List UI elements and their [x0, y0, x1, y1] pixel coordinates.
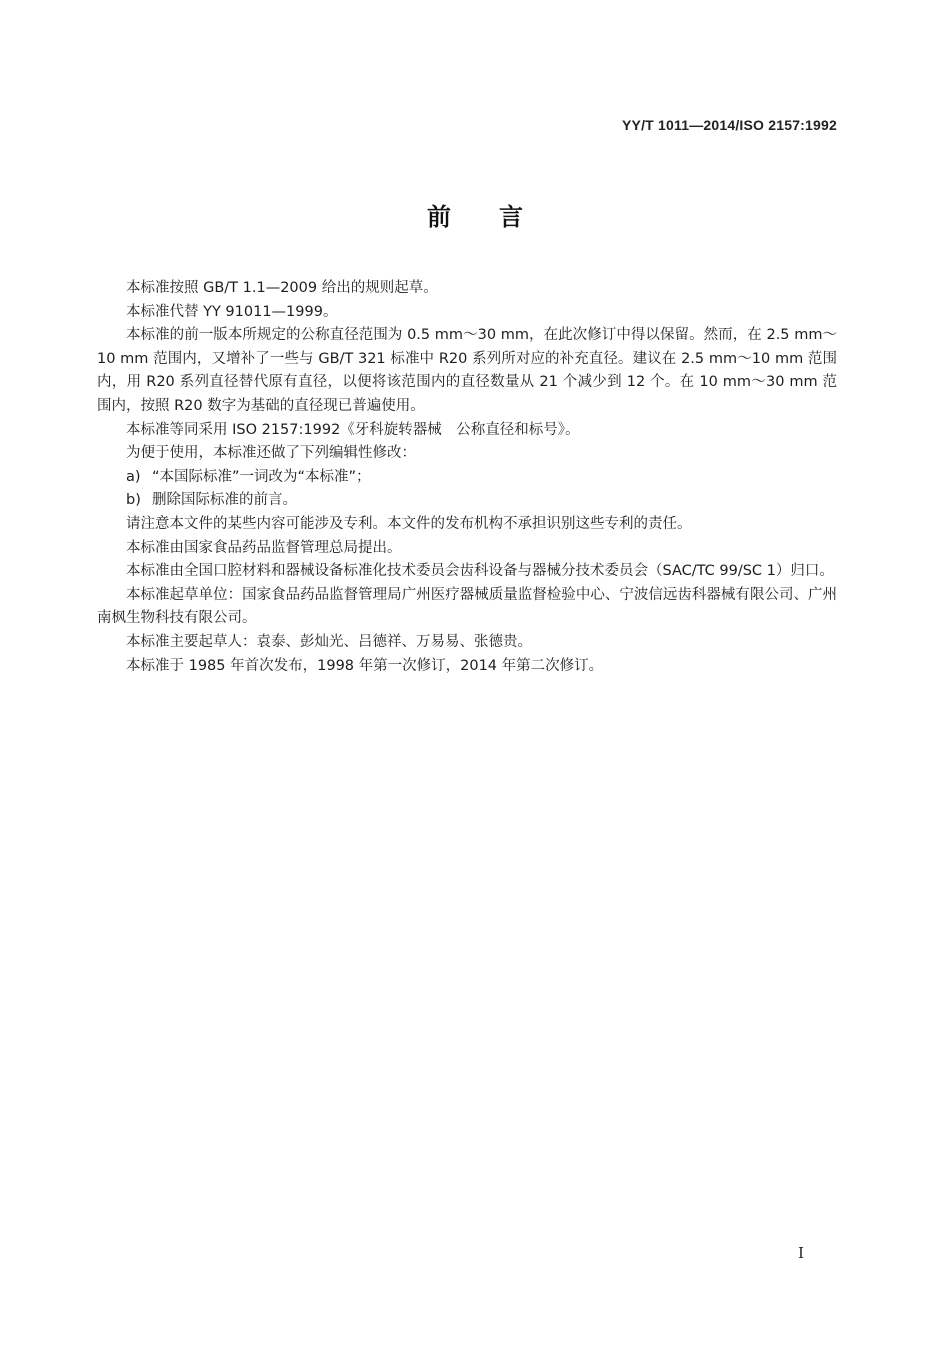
paragraph-drafters: 本标准主要起草人：袁泰、彭灿光、吕德祥、万易易、张德贵。 [126, 633, 532, 650]
list-marker: a) [126, 468, 141, 485]
list-item [97, 466, 837, 490]
list-item-text: “本国际标准”一词改为“本标准”； [152, 468, 371, 485]
paragraph-diameter-range: 本标准的前一版本所规定的公称直径范围为 0.5 mm～30 mm，在此次修订中得以保留。然而，在 2.5 mm～10 mm 范围内，又增补了一些与 GB/T 321 标准中 R20 系列所对应的补充直径。建议在 2.5 mm～10 mm 范围内，用 R20 系列直径替代原有直径，以便将该范围内的直径数量从 21 个减少到 12 个。在 10 mm～30 mm 范围内，按照 R20 数字为基础的直径现已普遍使用。 [97, 327, 837, 414]
paragraph-history: 本标准于 1985 年首次发布，1998 年第一次修订，2014 年第二次修订。 [126, 657, 604, 674]
standard-code-header: YY/T 1011—2014/ISO 2157:1992 [622, 117, 837, 133]
paragraph-patent-notice: 请注意本文件的某些内容可能涉及专利。本文件的发布机构不承担识别这些专利的责任。 [126, 515, 692, 532]
page-number: I [798, 1244, 804, 1262]
list-item [97, 489, 837, 513]
paragraph-equivalent-iso: 本标准等同采用 ISO 2157:1992《牙科旋转器械 公称直径和标号》。 [126, 421, 580, 438]
paragraph-proposed-by: 本标准由国家食品药品监督管理总局提出。 [126, 539, 402, 556]
page-title: 前言 [427, 203, 571, 231]
list-item-text: 删除国际标准的前言。 [152, 492, 297, 509]
foreword-body [97, 277, 837, 678]
list-marker: b) [126, 492, 141, 509]
paragraph-editorial-intro: 为便于使用，本标准还做了下列编辑性修改： [126, 445, 416, 462]
paragraph-drafting-units: 本标准起草单位：国家食品药品监督管理局广州医疗器械质量监督检验中心、宁波信远齿科器械有限公司、广州南枫生物科技有限公司。 [97, 586, 837, 627]
paragraph-technical-committee: 本标准由全国口腔材料和器械设备标准化技术委员会齿科设备与器械分技术委员会（SAC/TC 99/SC 1）归口。 [126, 563, 834, 580]
paragraph-replaces: 本标准代替 YY 91011—1999。 [126, 303, 338, 320]
paragraph-drafting-rules: 本标准按照 GB/T 1.1—2009 给出的规则起草。 [126, 280, 438, 296]
